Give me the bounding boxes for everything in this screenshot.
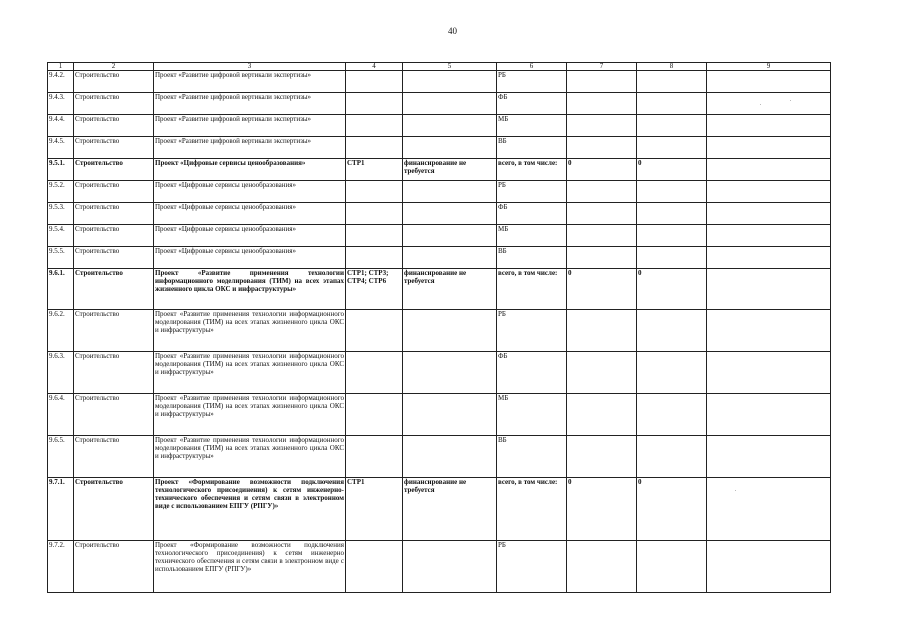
sector-cell: Строительство	[74, 93, 154, 115]
col9-cell	[707, 478, 831, 541]
row-number-cell: 9.4.2.	[48, 71, 74, 93]
sector-cell: Строительство	[74, 203, 154, 225]
col8-cell	[637, 436, 707, 478]
row-number-cell: 9.7.2.	[48, 541, 74, 593]
col7-cell	[567, 310, 637, 352]
budget-table	[47, 62, 831, 593]
col9-cell	[707, 269, 831, 310]
col9-cell	[707, 352, 831, 394]
financing-cell	[403, 541, 497, 593]
indicators-cell: СТР1; СТР3; СТР4; СТР6	[346, 269, 403, 310]
col7-cell	[567, 225, 637, 247]
indicators-cell	[346, 436, 403, 478]
financing-cell	[403, 137, 497, 159]
source-cell: всего, в том числе:	[497, 478, 567, 541]
sector-cell: Строительство	[74, 159, 154, 181]
source-cell: ВБ	[497, 436, 567, 478]
header-cell: 2	[74, 63, 154, 71]
indicators-cell	[346, 352, 403, 394]
table-header-row	[48, 63, 831, 71]
project-cell: Проект «Развитие применения технологии информационного моделирования (ТИМ) на всех этапах жизненного цикла ОКС и инфраструктуры»	[154, 269, 346, 310]
source-cell: ВБ	[497, 247, 567, 269]
col9-cell	[707, 181, 831, 203]
col7-cell	[567, 181, 637, 203]
source-cell: всего, в том числе:	[497, 269, 567, 310]
table-row	[48, 181, 831, 203]
table-row	[48, 436, 831, 478]
indicators-cell: СТР1	[346, 478, 403, 541]
col9-cell	[707, 159, 831, 181]
row-number-cell: 9.7.1.	[48, 478, 74, 541]
project-cell: Проект «Цифровые сервисы ценообразования»	[154, 203, 346, 225]
source-cell: ВБ	[497, 137, 567, 159]
col7-cell: 0	[567, 478, 637, 541]
indicators-cell	[346, 115, 403, 137]
project-cell: Проект «Формирование возможности подключения технологического присоединения) к сетям инженерно-технического обеспечения и сетям связи в электронном виде с использованием ЕПГУ (РПГУ)»	[154, 478, 346, 541]
sector-cell: Строительство	[74, 310, 154, 352]
table-row	[48, 225, 831, 247]
table-row	[48, 71, 831, 93]
col8-cell: 0	[637, 269, 707, 310]
project-cell: Проект «Развитие цифровой вертикали экспертизы»	[154, 137, 346, 159]
col7-cell	[567, 436, 637, 478]
sector-cell: Строительство	[74, 352, 154, 394]
indicators-cell	[346, 137, 403, 159]
table-row	[48, 203, 831, 225]
source-cell: ФБ	[497, 203, 567, 225]
col8-cell	[637, 93, 707, 115]
row-number-cell: 9.5.4.	[48, 225, 74, 247]
col9-cell	[707, 225, 831, 247]
col7-cell	[567, 137, 637, 159]
sector-cell: Строительство	[74, 137, 154, 159]
indicators-cell	[346, 394, 403, 436]
col9-cell	[707, 310, 831, 352]
table-row	[48, 159, 831, 181]
col7-cell	[567, 541, 637, 593]
sector-cell: Строительство	[74, 225, 154, 247]
financing-cell	[403, 394, 497, 436]
indicators-cell	[346, 181, 403, 203]
source-cell: всего, в том числе:	[497, 159, 567, 181]
table-row	[48, 269, 831, 310]
col8-cell: 0	[637, 159, 707, 181]
financing-cell	[403, 93, 497, 115]
financing-cell: финансирование не требуется	[403, 478, 497, 541]
header-cell: 8	[637, 63, 707, 71]
financing-cell	[403, 247, 497, 269]
table-row	[48, 247, 831, 269]
col9-cell	[707, 203, 831, 225]
row-number-cell: 9.6.3.	[48, 352, 74, 394]
scan-speck	[790, 100, 791, 101]
scan-speck	[760, 104, 761, 105]
financing-cell: финансирование не требуется	[403, 269, 497, 310]
indicators-cell: СТР1	[346, 159, 403, 181]
table-row	[48, 541, 831, 593]
table-row	[48, 478, 831, 541]
source-cell: МБ	[497, 225, 567, 247]
col9-cell	[707, 115, 831, 137]
financing-cell	[403, 310, 497, 352]
col8-cell	[637, 225, 707, 247]
scan-speck	[735, 490, 736, 491]
indicators-cell	[346, 93, 403, 115]
header-cell: 7	[567, 63, 637, 71]
indicators-cell	[346, 71, 403, 93]
sector-cell: Строительство	[74, 181, 154, 203]
table-row	[48, 115, 831, 137]
col9-cell	[707, 93, 831, 115]
indicators-cell	[346, 247, 403, 269]
page-number: 40	[448, 26, 457, 36]
indicators-cell	[346, 203, 403, 225]
project-cell: Проект «Развитие цифровой вертикали экспертизы»	[154, 115, 346, 137]
project-cell: Проект «Развитие применения технологии информационного моделирования (ТИМ) на всех этапах жизненного цикла ОКС и инфраструктуры»	[154, 436, 346, 478]
sector-cell: Строительство	[74, 478, 154, 541]
col8-cell	[637, 181, 707, 203]
project-cell: Проект «Цифровые сервисы ценообразования»	[154, 247, 346, 269]
sector-cell: Строительство	[74, 71, 154, 93]
header-cell: 5	[403, 63, 497, 71]
col9-cell	[707, 394, 831, 436]
source-cell: МБ	[497, 115, 567, 137]
col8-cell: 0	[637, 478, 707, 541]
financing-cell	[403, 352, 497, 394]
source-cell: РБ	[497, 181, 567, 203]
source-cell: ФБ	[497, 352, 567, 394]
source-cell: ФБ	[497, 93, 567, 115]
financing-cell	[403, 436, 497, 478]
row-number-cell: 9.4.3.	[48, 93, 74, 115]
col7-cell	[567, 247, 637, 269]
row-number-cell: 9.4.4.	[48, 115, 74, 137]
project-cell: Проект «Цифровые сервисы ценообразования»	[154, 225, 346, 247]
project-cell: Проект «Развитие применения технологии информационного моделирования (ТИМ) на всех этапах жизненного цикла ОКС и инфраструктуры»	[154, 352, 346, 394]
col8-cell	[637, 203, 707, 225]
sector-cell: Строительство	[74, 115, 154, 137]
row-number-cell: 9.6.5.	[48, 436, 74, 478]
project-cell: Проект «Развитие цифровой вертикали экспертизы»	[154, 93, 346, 115]
financing-cell	[403, 115, 497, 137]
row-number-cell: 9.5.3.	[48, 203, 74, 225]
project-cell: Проект «Развитие цифровой вертикали экспертизы»	[154, 71, 346, 93]
row-number-cell: 9.6.1.	[48, 269, 74, 310]
col7-cell	[567, 93, 637, 115]
row-number-cell: 9.5.2.	[48, 181, 74, 203]
col9-cell	[707, 71, 831, 93]
col8-cell	[637, 310, 707, 352]
col7-cell	[567, 115, 637, 137]
col7-cell: 0	[567, 159, 637, 181]
col9-cell	[707, 137, 831, 159]
header-cell: 6	[497, 63, 567, 71]
col7-cell: 0	[567, 269, 637, 310]
col8-cell	[637, 137, 707, 159]
header-cell: 3	[154, 63, 346, 71]
sector-cell: Строительство	[74, 269, 154, 310]
row-number-cell: 9.5.1.	[48, 159, 74, 181]
col7-cell	[567, 394, 637, 436]
table-row	[48, 93, 831, 115]
col7-cell	[567, 203, 637, 225]
source-cell: МБ	[497, 394, 567, 436]
col7-cell	[567, 352, 637, 394]
row-number-cell: 9.6.4.	[48, 394, 74, 436]
financing-cell	[403, 225, 497, 247]
project-cell: Проект «Формирование возможности подключения технологического присоединения) к сетям инженерно технического обеспечения и сетям связи в электронном виде с использованием ЕПГУ (РПГУ)»	[154, 541, 346, 593]
table-row	[48, 394, 831, 436]
source-cell: РБ	[497, 541, 567, 593]
financing-cell	[403, 71, 497, 93]
col8-cell	[637, 352, 707, 394]
project-cell: Проект «Развитие применения технологии информационного моделирования (ТИМ) на всех этапах жизненного цикла ОКС и инфраструктуры»	[154, 310, 346, 352]
row-number-cell: 9.6.2.	[48, 310, 74, 352]
header-cell: 1	[48, 63, 74, 71]
indicators-cell	[346, 310, 403, 352]
financing-cell: финансирование не требуется	[403, 159, 497, 181]
sector-cell: Строительство	[74, 541, 154, 593]
col9-cell	[707, 247, 831, 269]
project-cell: Проект «Развитие применения технологии информационного моделирования (ТИМ) на всех этапах жизненного цикла ОКС и инфраструктуры»	[154, 394, 346, 436]
indicators-cell	[346, 225, 403, 247]
col9-cell	[707, 541, 831, 593]
header-cell: 4	[346, 63, 403, 71]
table-row	[48, 352, 831, 394]
table-row	[48, 137, 831, 159]
col9-cell	[707, 436, 831, 478]
financing-cell	[403, 181, 497, 203]
sector-cell: Строительство	[74, 436, 154, 478]
source-cell: РБ	[497, 71, 567, 93]
row-number-cell: 9.5.5.	[48, 247, 74, 269]
col8-cell	[637, 541, 707, 593]
header-cell: 9	[707, 63, 831, 71]
project-cell: Проект «Цифровые сервисы ценообразования»	[154, 181, 346, 203]
table-row	[48, 310, 831, 352]
sector-cell: Строительство	[74, 247, 154, 269]
financing-cell	[403, 203, 497, 225]
col7-cell	[567, 71, 637, 93]
project-cell: Проект «Цифровые сервисы ценообразования»	[154, 159, 346, 181]
indicators-cell	[346, 541, 403, 593]
col8-cell	[637, 71, 707, 93]
col8-cell	[637, 394, 707, 436]
col8-cell	[637, 115, 707, 137]
row-number-cell: 9.4.5.	[48, 137, 74, 159]
sector-cell: Строительство	[74, 394, 154, 436]
source-cell: РБ	[497, 310, 567, 352]
col8-cell	[637, 247, 707, 269]
